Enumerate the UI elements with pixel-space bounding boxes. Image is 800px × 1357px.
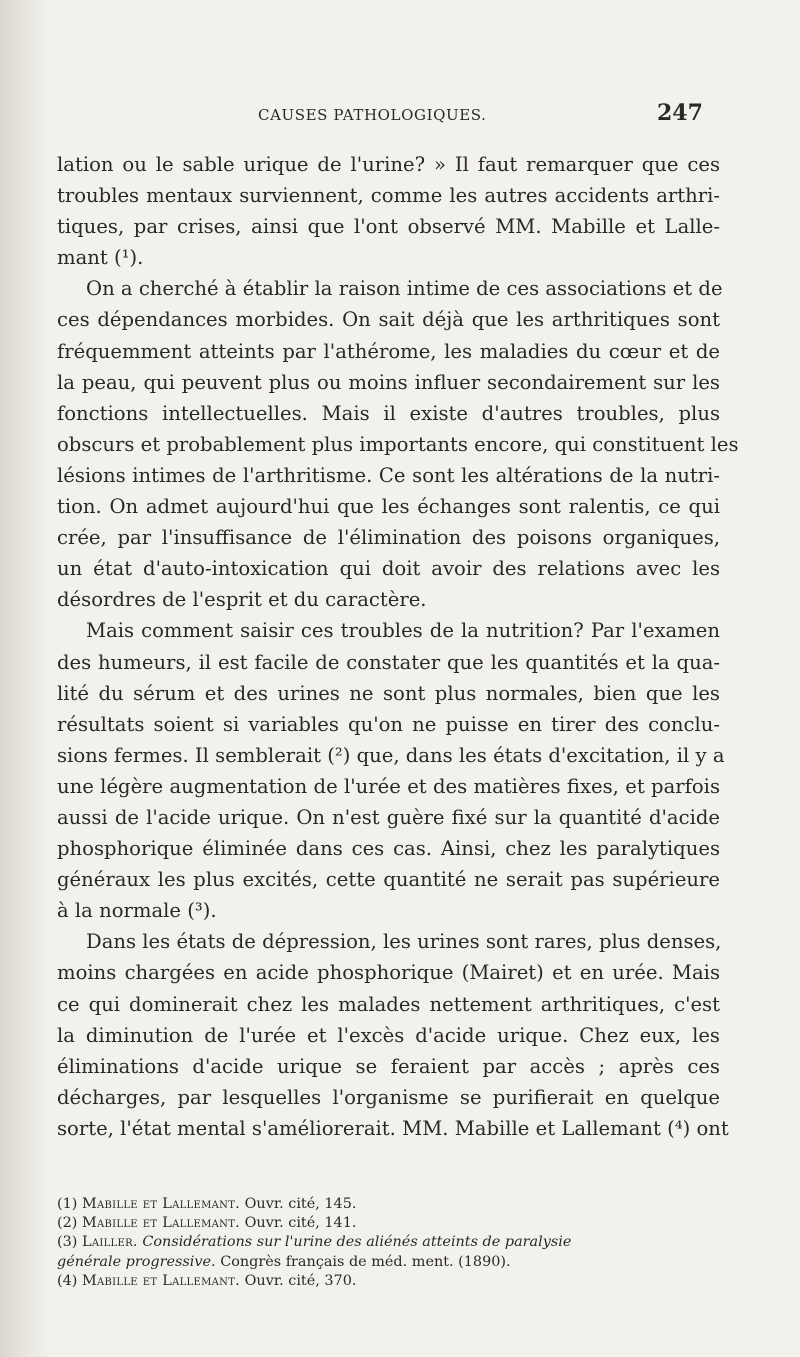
text-line: fonctions intellectuelles. Mais il existe d'autres troubles, plus	[57, 401, 720, 425]
footnote-reference: Ouvr. cité, 370.	[244, 1272, 357, 1289]
page-binding-shadow	[0, 0, 48, 1357]
footnote-authors: Mabille et Lallemant.	[81, 1272, 241, 1289]
text-line: des humeurs, il est facile de constater que les quantités et la qua-	[57, 650, 720, 674]
footnote-reference: Ouvr. cité, 145.	[244, 1196, 357, 1212]
text-line: résultats soient si variables qu'on ne puisse en tirer des conclu-	[57, 712, 720, 736]
text-line: tion. On admet aujourd'hui que les échanges sont ralentis, ce qui	[57, 495, 720, 519]
text-line: mant (¹).	[57, 246, 144, 270]
text-line: fréquemment atteints par l'athérome, les maladies du cœur et de	[57, 339, 720, 363]
text-line: Dans les états de dépression, les urines sont rares, plus denses,	[86, 930, 722, 954]
text-line: Mais comment saisir ces troubles de la nutrition? Par l'examen	[86, 619, 720, 643]
text-line: désordres de l'esprit et du caractère.	[57, 588, 427, 612]
text-line: un état d'auto-intoxication qui doit avoir des relations avec les	[57, 557, 720, 581]
footnote-number: (2)	[57, 1215, 78, 1232]
text-line: On a cherché à établir la raison intime de ces associations et de	[86, 277, 723, 301]
text-line: généraux les plus excités, cette quantité ne serait pas supérieure	[57, 868, 720, 892]
text-line: à la normale (³).	[57, 899, 217, 923]
text-line: ces dépendances morbides. On sait déjà que les arthritiques sont	[57, 308, 720, 332]
footnote-number: (1)	[57, 1196, 78, 1212]
page-number: 247	[657, 100, 703, 126]
text-line: une légère augmentation de l'urée et des matières fixes, et parfois	[57, 774, 720, 798]
text-line: lité du sérum et des urines ne sont plus normales, bien que les	[57, 681, 720, 705]
text-line: sions fermes. Il semblerait (²) que, dans les états d'excitation, il y a	[57, 743, 725, 767]
text-line: tiques, par crises, ainsi que l'ont observé MM. Mabille et Lalle-	[57, 215, 720, 239]
text-line: troubles mentaux surviennent, comme les autres accidents arthri-	[57, 184, 720, 208]
footnote-reference: Ouvr. cité, 141.	[244, 1215, 357, 1232]
text-line: obscurs et probablement plus importants encore, qui constituent les	[57, 432, 739, 456]
text-line: ce qui dominerait chez les malades nettement arthritiques, c'est	[57, 992, 720, 1016]
footnote-reference: Congrès français de méd. ment. (1890).	[220, 1253, 511, 1270]
text-line: lésions intimes de l'arthritisme. Ce sont les altérations de la nutri-	[57, 463, 720, 487]
footnote-number: (4)	[57, 1272, 78, 1289]
body-text	[57, 149, 739, 1144]
text-line: crée, par l'insuffisance de l'élimination des poisons organiques,	[57, 526, 720, 550]
page-header	[0, 100, 800, 130]
footnote-3-continued	[57, 1253, 720, 1272]
text-line: lation ou le sable urique de l'urine? » Il faut remarquer que ces	[57, 153, 720, 176]
footnote-1	[57, 1195, 720, 1214]
footnote-authors: Mabille et Lallemant.	[81, 1215, 241, 1232]
footnote-authors: Mabille et Lallemant.	[81, 1196, 241, 1212]
footnote-2	[57, 1214, 720, 1233]
footnotes	[57, 1195, 720, 1291]
text-line: éliminations d'acide urique se feraient par accès ; après ces	[57, 1054, 720, 1078]
text-line: moins chargées en acide phosphorique (Mairet) et en urée. Mais	[57, 961, 720, 985]
text-line: décharges, par lesquelles l'organisme se purifierait en quelque	[57, 1085, 720, 1109]
footnote-title-continued: générale progressive.	[57, 1253, 216, 1270]
running-title: CAUSES PATHOLOGIQUES.	[258, 106, 487, 124]
footnote-number: (3)	[57, 1234, 78, 1251]
text-line: la peau, qui peuvent plus ou moins influer secondairement sur les	[57, 370, 720, 394]
text-line: sorte, l'état mental s'améliorerait. MM. Mabille et Lallemant (⁴) ont	[57, 1116, 729, 1140]
text-line: la diminution de l'urée et l'excès d'acide urique. Chez eux, les	[57, 1023, 720, 1047]
text-line: phosphorique éliminée dans ces cas. Ainsi, chez les paralytiques	[57, 837, 720, 861]
footnote-title: Considérations sur l'urine des aliénés atteints de paralysie	[142, 1234, 572, 1251]
text-line: aussi de l'acide urique. On n'est guère fixé sur la quantité d'acide	[57, 805, 720, 829]
footnote-4	[57, 1272, 720, 1291]
footnote-authors: Lailler.	[81, 1234, 138, 1251]
footnote-3	[57, 1233, 720, 1252]
